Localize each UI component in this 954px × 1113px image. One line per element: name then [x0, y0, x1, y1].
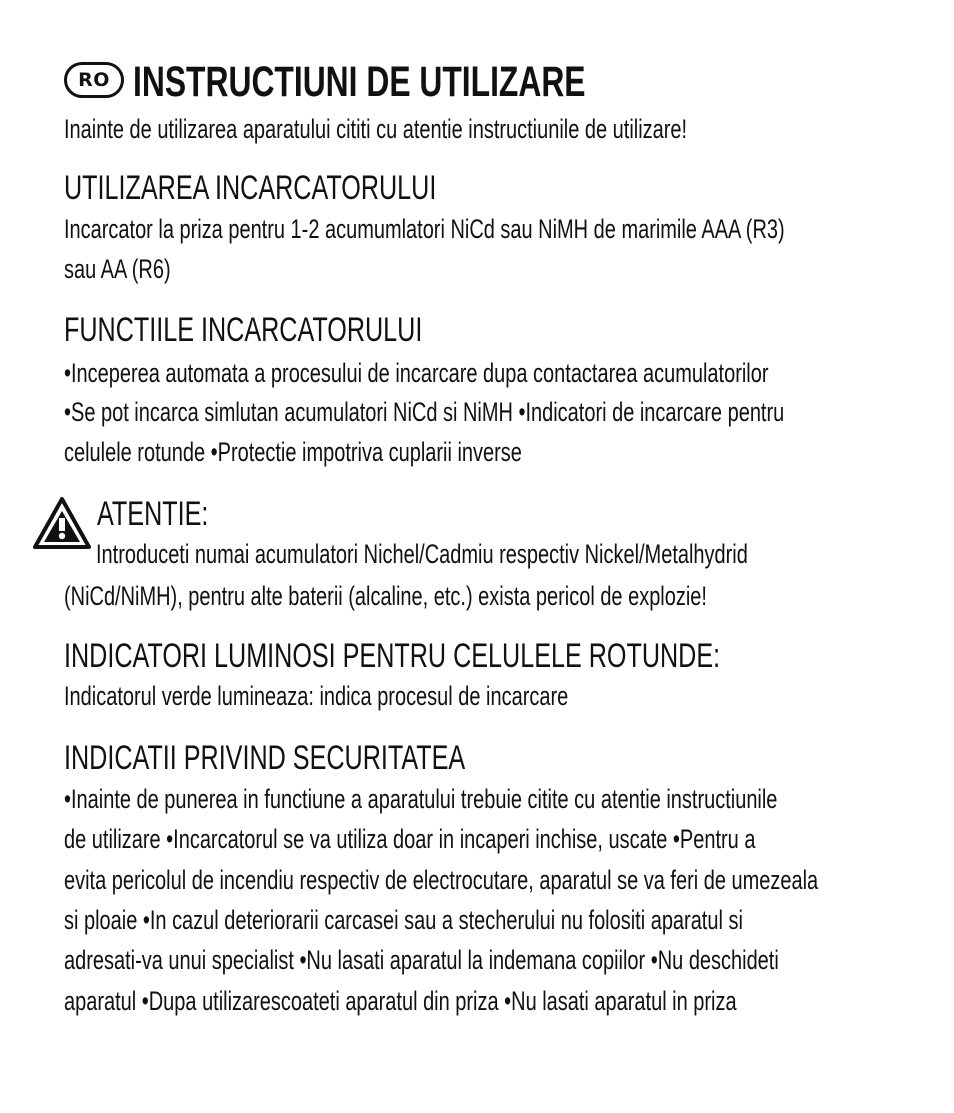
warning-triangle-icon: [32, 496, 92, 550]
warning-line-2: (NiCd/NiMH), pentru alte baterii (alcaline, etc.) exista pericol de explozie!: [64, 581, 707, 611]
usage-line-2: sau AA (R6): [64, 254, 171, 284]
safety-line-6: aparatul •Dupa utilizarescoateti aparatul din priza •Nu lasati aparatul in priza: [64, 986, 737, 1016]
functions-line-2: •Se pot incarca simlutan acumulatori NiCd si NiMH •Indicatori de incarcare pentru: [64, 397, 785, 427]
safety-line-4: si ploaie •In cazul deteriorarii carcasei sau a stecherului nu folositi aparatul si: [64, 905, 743, 935]
safety-line-2: de utilizare •Incarcatorul se va utiliza doar in incaperi inchise, uscate •Pentru a: [64, 824, 756, 854]
indicators-line-1: Indicatorul verde lumineaza: indica procesul de incarcare: [64, 681, 569, 711]
usage-line-1: Incarcator la priza pentru 1-2 acumumlatori NiCd sau NiMH de marimile AAA (R3): [64, 214, 785, 244]
page-title: INSTRUCTIUNI DE UTILIZARE: [133, 58, 586, 106]
functions-line-1: •Inceperea automata a procesului de incarcare dupa contactarea acumulatorilor: [64, 358, 769, 388]
safety-line-1: •Inainte de punerea in functiune a aparatului trebuie citite cu atentie instructiunile: [64, 784, 778, 814]
warning-heading: ATENTIE:: [97, 495, 209, 533]
warning-line-1: Introduceti numai acumulatori Nichel/Cadmiu respectiv Nickel/Metalhydrid: [96, 539, 748, 569]
section-heading-usage: UTILIZAREA INCARCATORULUI: [64, 169, 437, 207]
language-badge: RO: [64, 62, 124, 98]
intro-text: Inainte de utilizarea aparatului cititi cu atentie instructiunile de utilizare!: [64, 114, 688, 144]
safety-line-5: adresati-va unui specialist •Nu lasati aparatul la indemana copiilor •Nu deschideti: [64, 945, 779, 975]
section-heading-safety: INDICATII PRIVIND SECURITATEA: [64, 739, 466, 777]
section-heading-indicators: INDICATORI LUMINOSI PENTRU CELULELE ROTUNDE:: [64, 637, 721, 675]
section-heading-functions: FUNCTIILE INCARCATORULUI: [64, 311, 423, 349]
safety-line-3: evita pericolul de incendiu respectiv de electrocutare, aparatul se va feri de umezeala: [64, 865, 819, 895]
functions-line-3: celulele rotunde •Protectie impotriva cuplarii inverse: [64, 437, 522, 467]
